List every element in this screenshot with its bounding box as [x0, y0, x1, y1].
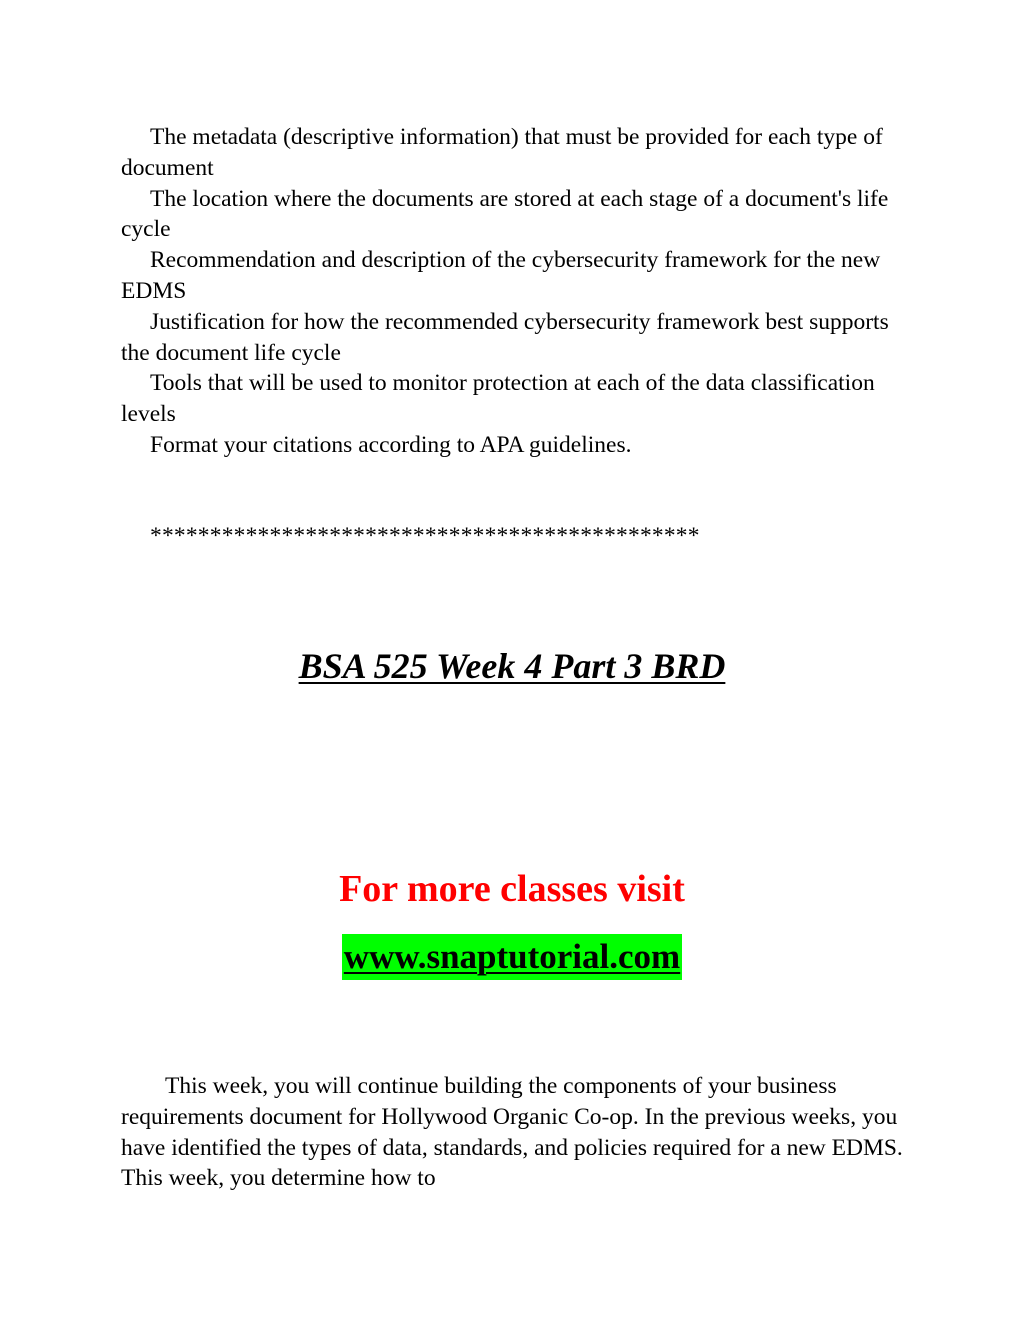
list-item: Tools that will be used to monitor protection at each of the data classification levels — [121, 370, 875, 428]
list-item: Justification for how the recommended cybersecurity framework best supports the document life cycle — [121, 308, 889, 366]
website-link[interactable]: www.snaptutorial.com — [342, 934, 682, 980]
body-paragraph: This week, you will continue building the components of your business requirements document for Hollywood Organic Co-op. In the previous weeks, you have identified the types of data, standards, and policies required for a new EDMS. This week, you determine how to — [121, 1073, 903, 1192]
asterisk-separator: ********************************************** — [150, 523, 700, 549]
list-item: Recommendation and description of the cybersecurity framework for the new EDMS — [121, 247, 881, 304]
promo-link-container — [0, 934, 1024, 980]
list-item: The location where the documents are stored at each stage of a document's life cycle — [121, 185, 889, 243]
list-item: The metadata (descriptive information) that must be provided for each type of document — [121, 124, 883, 181]
list-item: Format your citations according to APA guidelines. — [150, 431, 632, 458]
requirements-list — [121, 122, 911, 461]
page-title: BSA 525 Week 4 Part 3 BRD — [298, 646, 726, 686]
promo-text: For more classes visit — [339, 868, 685, 910]
